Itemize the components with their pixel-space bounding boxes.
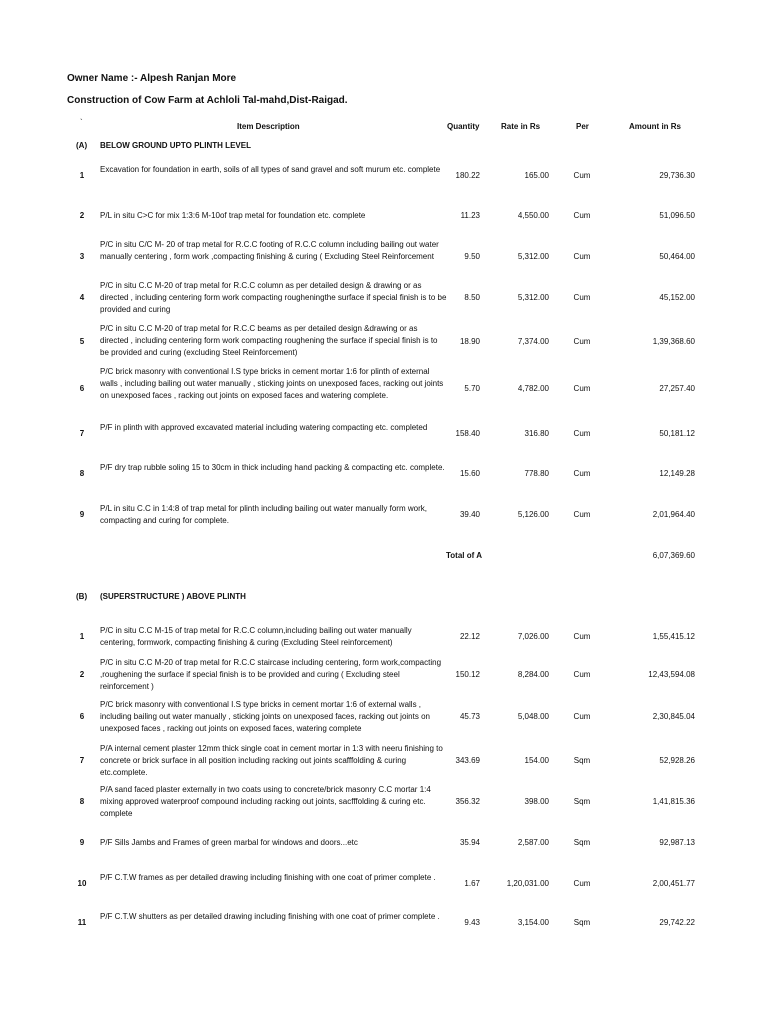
- item-unit: Cum: [573, 293, 591, 302]
- item-quantity: 5.70: [464, 384, 480, 393]
- item-amount: 51,096.50: [659, 211, 695, 220]
- item-description: P/F C.T.W frames as per detailed drawing including finishing with one coat of primer complete .: [100, 873, 436, 882]
- item-quantity: 22.12: [459, 632, 480, 641]
- item-amount: 2,30,845.04: [652, 712, 695, 721]
- item-number: 2: [79, 670, 85, 679]
- item-amount: 50,181.12: [659, 429, 695, 438]
- item-rate: 1,20,031.00: [506, 879, 549, 888]
- item-number: 1: [79, 632, 85, 641]
- item-unit: Cum: [573, 429, 591, 438]
- item-quantity: 45.73: [459, 712, 480, 721]
- item-unit: Cum: [573, 171, 591, 180]
- item-description: P/C in situ C.C M-20 of trap metal for R.C.C staircase including centering, form work,compacting ,roughening the surface if special finish is to be provided and curing ( Excluding steel reinforcement ): [100, 658, 442, 691]
- item-quantity: 180.22: [455, 171, 480, 180]
- item-unit: Sqm: [573, 918, 591, 927]
- item-description: P/C brick masonry with conventional I.S type bricks in cement mortar 1:6 of external walls , including bailing out water manually , sticking joints on unexposed faces, racking out joints on unexposed faces , racking out joints on exposed faces, watering complete: [100, 700, 430, 733]
- item-rate: 165.00: [524, 171, 549, 180]
- item-amount: 1,55,415.12: [652, 632, 695, 641]
- item-number: 7: [79, 429, 85, 438]
- item-number: 11: [77, 918, 87, 927]
- item-number: 6: [79, 712, 85, 721]
- item-rate: 7,026.00: [517, 632, 549, 641]
- item-rate: 316.80: [524, 429, 549, 438]
- header-rate: Rate in Rs: [501, 122, 541, 131]
- item-amount: 45,152.00: [659, 293, 695, 302]
- item-description: P/C in situ C.C M-20 of trap metal for R.C.C beams as per detailed design &drawing or as directed , including centering form work compacting roughening the surface if special finish is to be provided and curing (excluding Steel Reinforcement): [100, 324, 438, 357]
- item-description: P/L in situ C>C for mix 1:3:6 M-10of trap metal for foundation etc. complete: [100, 211, 366, 220]
- item-rate: 4,782.00: [517, 384, 549, 393]
- header-tick: `: [80, 118, 83, 127]
- item-amount: 2,01,964.40: [652, 510, 695, 519]
- item-quantity: 15.60: [459, 469, 480, 478]
- item-unit: Sqm: [573, 838, 591, 847]
- header-description: Item Description: [237, 122, 300, 131]
- section-b-title: (SUPERSTRUCTURE ) ABOVE PLINTH: [100, 592, 246, 601]
- item-quantity: 356.32: [455, 797, 480, 806]
- item-description: P/F dry trap rubble soling 15 to 30cm in thick including hand packing & compacting etc. complete.: [100, 463, 445, 472]
- item-amount: 27,257.40: [659, 384, 695, 393]
- item-rate: 398.00: [524, 797, 549, 806]
- item-unit: Sqm: [573, 797, 591, 806]
- total-a-value: 6,07,369.60: [652, 551, 695, 560]
- item-number: 5: [79, 337, 85, 346]
- item-rate: 5,312.00: [517, 252, 549, 261]
- item-quantity: 343.69: [455, 756, 480, 765]
- item-unit: Cum: [573, 632, 591, 641]
- item-number: 7: [79, 756, 85, 765]
- item-description: P/C in situ C.C M-20 of trap metal for R.C.C column as per detailed design & drawing or as directed , including centering form work compacting rougheningthe surface if special finish is to be provided and curing: [100, 281, 447, 314]
- item-rate: 778.80: [524, 469, 549, 478]
- project-title: Construction of Cow Farm at Achloli Tal-mahd,Dist-Raigad.: [67, 95, 348, 106]
- item-amount: 1,39,368.60: [652, 337, 695, 346]
- item-unit: Cum: [573, 510, 591, 519]
- item-quantity: 8.50: [464, 293, 480, 302]
- item-amount: 12,43,594.08: [648, 670, 695, 679]
- section-a-code: (A): [76, 141, 88, 150]
- item-unit: Cum: [573, 211, 591, 220]
- item-unit: Sqm: [573, 756, 591, 765]
- item-description: P/A internal cement plaster 12mm thick single coat in cement mortar in 1:3 with neeru finishing to concrete or brick surface in all position including racking out joints scafffolding & curing etc.complete.: [100, 744, 443, 777]
- item-quantity: 9.50: [464, 252, 480, 261]
- item-rate: 4,550.00: [517, 211, 549, 220]
- section-a-title: BELOW GROUND UPTO PLINTH LEVEL: [100, 141, 251, 150]
- item-description: P/F Sills Jambs and Frames of green marbal for windows and doors...etc: [100, 838, 358, 847]
- item-amount: 12,149.28: [659, 469, 695, 478]
- item-quantity: 150.12: [455, 670, 480, 679]
- header-quantity: Quantity: [447, 122, 480, 131]
- item-description: P/A sand faced plaster externally in two coats using to concrete/brick masonry C.C mortar 1:4 mixing approved waterproof compound including racking out joints, sacfffolding & curing etc. complete: [100, 785, 431, 818]
- header-per: Per: [576, 122, 589, 131]
- item-rate: 7,374.00: [517, 337, 549, 346]
- section-b-code: (B): [76, 592, 88, 601]
- item-description: P/L in situ C.C in 1:4:8 of trap metal for plinth including bailing out water manually form work, compacting and curing for complete.: [100, 504, 427, 525]
- item-amount: 50,464.00: [659, 252, 695, 261]
- item-rate: 5,312.00: [517, 293, 549, 302]
- item-number: 10: [77, 879, 87, 888]
- item-number: 6: [79, 384, 85, 393]
- item-quantity: 11.23: [460, 211, 480, 220]
- item-quantity: 18.90: [459, 337, 480, 346]
- item-number: 1: [79, 171, 85, 180]
- item-unit: Cum: [573, 879, 591, 888]
- item-quantity: 39.40: [459, 510, 480, 519]
- item-unit: Cum: [573, 337, 591, 346]
- item-number: 2: [79, 211, 85, 220]
- item-quantity: 158.40: [455, 429, 480, 438]
- item-amount: 29,736.30: [659, 171, 695, 180]
- item-number: 3: [79, 252, 85, 261]
- item-amount: 52,928.26: [659, 756, 695, 765]
- item-rate: 5,126.00: [517, 510, 549, 519]
- item-unit: Cum: [573, 670, 591, 679]
- item-description: P/C brick masonry with conventional I.S type bricks in cement mortar 1:6 for plinth of external walls , including bailing out water manually , sticking joints on unexposed faces, racking out joints on unexposed faces , racking out joints on exposed faces and watering complete.: [100, 367, 444, 400]
- item-description: P/F C.T.W shutters as per detailed drawing including finishing with one coat of primer complete .: [100, 912, 440, 921]
- item-unit: Cum: [573, 469, 591, 478]
- item-number: 9: [79, 838, 85, 847]
- item-unit: Cum: [573, 384, 591, 393]
- header-amount: Amount in Rs: [629, 122, 681, 131]
- item-rate: 154.00: [524, 756, 549, 765]
- item-description: P/C in situ C/C M- 20 of trap metal for R.C.C footing of R.C.C column including bailing out water manually centering , form work ,compacting finishing & curing ( Excluding Steel Reinforcement: [100, 240, 439, 261]
- item-amount: 1,41,815.36: [652, 797, 695, 806]
- item-quantity: 35.94: [459, 838, 480, 847]
- item-quantity: 9.43: [464, 918, 480, 927]
- item-description: P/F in plinth with approved excavated material including watering compacting etc. completed: [100, 423, 428, 432]
- item-rate: 3,154.00: [517, 918, 549, 927]
- item-description: P/C in situ C.C M-15 of trap metal for R.C.C column,including bailing out water manually centering, formwork, compacting finishing & curing (Excluding Steel reinforcement): [100, 626, 412, 647]
- item-number: 9: [79, 510, 85, 519]
- item-description: Excavation for foundation in earth, soils of all types of sand gravel and soft murum etc. complete: [100, 165, 441, 174]
- item-rate: 5,048.00: [517, 712, 549, 721]
- item-amount: 29,742.22: [659, 918, 695, 927]
- item-unit: Cum: [573, 252, 591, 261]
- owner-name: Owner Name :- Alpesh Ranjan More: [67, 73, 237, 84]
- item-number: 4: [79, 293, 85, 302]
- item-quantity: 1.67: [464, 879, 480, 888]
- item-amount: 2,00,451.77: [652, 879, 695, 888]
- total-a-label: Total of A: [446, 551, 482, 560]
- item-rate: 2,587.00: [517, 838, 549, 847]
- item-number: 8: [79, 797, 85, 806]
- item-number: 8: [79, 469, 85, 478]
- item-amount: 92,987.13: [659, 838, 695, 847]
- item-unit: Cum: [573, 712, 591, 721]
- item-rate: 8,284.00: [517, 670, 549, 679]
